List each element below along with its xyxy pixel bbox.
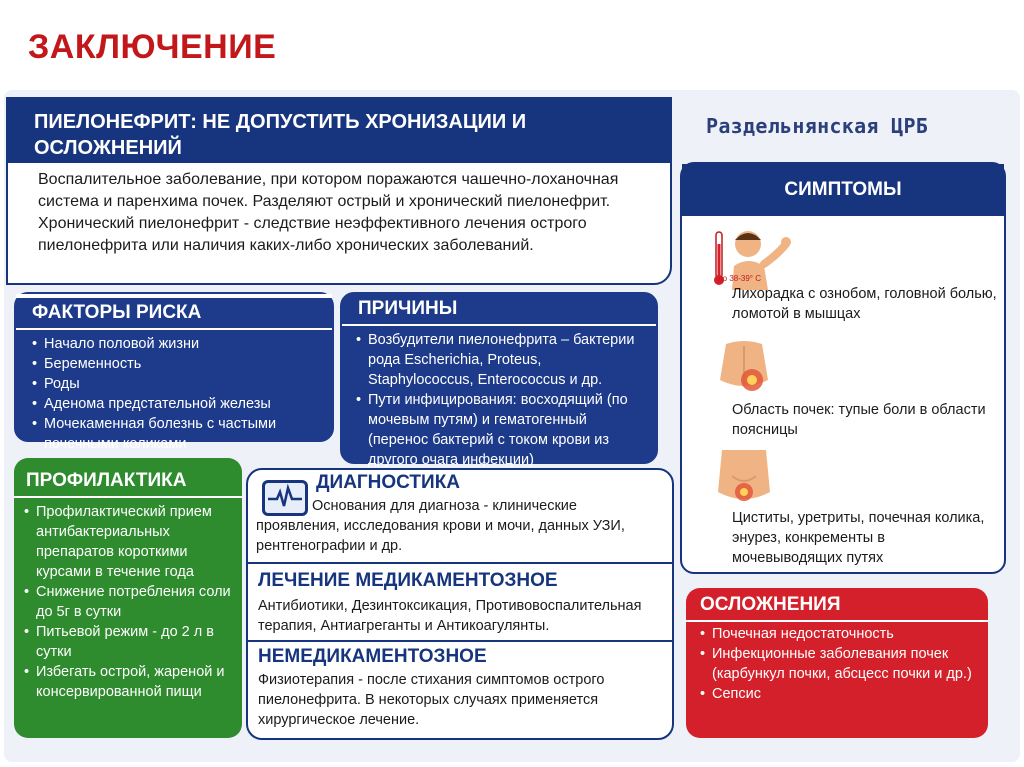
- non-medical-treatment-text: Физиотерапия - после стихания симптомов острого пиелонефрита. В некоторых случаях применяется хирургическое лечение.: [258, 672, 605, 728]
- medical-treatment-text: Антибиотики, Дезинтоксикация, Противовоспалительная терапия, Антиагреганты и Антикоагулянты.: [258, 598, 642, 634]
- divider: [248, 562, 672, 564]
- temperature-label: до 38-39° С: [718, 274, 761, 283]
- list-item: • Мочекаменная болезнь с частыми почечными коликами: [32, 414, 324, 454]
- symptoms-title: СИМПТОМЫ: [682, 164, 1004, 216]
- complications-title: ОСЛОЖНЕНИЯ: [700, 594, 841, 615]
- medical-treatment-title: ЛЕЧЕНИЕ МЕДИКАМЕНТОЗНОЕ: [258, 570, 558, 591]
- symptom-fever: Лихорадка с ознобом, головной болью, ломотой в мышцах: [732, 286, 997, 322]
- risk-factors-list: [16, 332, 332, 454]
- risk-divider: [16, 328, 332, 330]
- slide-title: ЗАКЛЮЧЕНИЕ: [28, 28, 277, 66]
- list-item: • Почечная недостаточность: [700, 624, 980, 644]
- list-item: • Инфекционные заболевания почек (карбункул почки, абсцесс почки и др.): [700, 644, 980, 684]
- complications-panel: [686, 588, 988, 738]
- prevention-divider: [14, 496, 242, 498]
- list-item: • Беременность: [32, 354, 324, 374]
- back-pain-icon: [712, 340, 776, 404]
- causes-divider: [342, 324, 656, 326]
- list-item: • Начало половой жизни: [32, 334, 324, 354]
- intro-text: Воспалительное заболевание, при котором поражаются чашечно-лоханочная система и паренхима почек. Разделяют острый и хронический пиелонефрит. Хронический пиелонефрит - следствие неэффективного лечения острого пиелонефрита или наличия каких-либо хронических заболеваний.: [38, 171, 619, 254]
- intro-panel: [6, 97, 672, 285]
- list-item: • Сепсис: [700, 684, 980, 704]
- symptom-urinary: Циститы, уретриты, почечная колика, энурез, конкременты в мочевыводящих путях: [732, 510, 985, 566]
- complications-divider: [686, 620, 988, 622]
- diagnostics-treatment-panel: [246, 468, 674, 740]
- list-item: • Снижение потребления соли до 5г в сутки: [24, 582, 236, 622]
- causes-panel: [340, 292, 658, 468]
- prevention-title: ПРОФИЛАКТИКА: [26, 470, 187, 491]
- non-medical-treatment-title: НЕМЕДИКАМЕНТОЗНОЕ: [258, 646, 487, 667]
- list-item: • Избегать острой, жареной и консервированной пищи: [24, 662, 236, 702]
- diagnostics-text: Основания для диагноза - клинические проявления, исследования крови и мочи, данных УЗИ, рентгенографии и др.: [256, 498, 625, 554]
- symptoms-panel: [680, 162, 1006, 574]
- list-item: • Аденома предстательной железы: [32, 394, 324, 414]
- list-item: • Профилактический прием антибактериальных препаратов короткими курсами в течение года: [24, 502, 236, 582]
- list-item: • Роды: [32, 374, 324, 394]
- organization-name: Раздельнянская ЦРБ: [706, 114, 929, 138]
- causes-title: ПРИЧИНЫ: [358, 298, 458, 319]
- list-item: • Пути инфицирования: восходящий (по мочевым путям) и гематогенный (перенос бактерий с током крови из другого очага инфекции): [356, 390, 648, 470]
- list-item: • Питьевой режим - до 2 л в сутки: [24, 622, 236, 662]
- risk-factors-title: ФАКТОРЫ РИСКА: [32, 302, 202, 323]
- prevention-panel: [14, 458, 242, 738]
- causes-list: [342, 328, 656, 470]
- prevention-list: [14, 500, 242, 702]
- abdomen-pain-icon: [712, 446, 776, 510]
- symptom-kidney-pain: Область почек: тупые боли в области поясницы: [732, 402, 986, 438]
- diagnostics-title: ДИАГНОСТИКА: [316, 472, 461, 493]
- intro-title: ПИЕЛОНЕФРИТ: НЕ ДОПУСТИТЬ ХРОНИЗАЦИИ И ОСЛОЖНЕНИЙ: [8, 99, 670, 163]
- risk-factors-panel: [14, 292, 334, 452]
- complications-list: [686, 624, 988, 704]
- divider: [248, 640, 672, 642]
- list-item: • Возбудители пиелонефрита – бактерии рода Escherichia, Proteus, Staphylococcus, Enterococcus и др.: [356, 330, 648, 390]
